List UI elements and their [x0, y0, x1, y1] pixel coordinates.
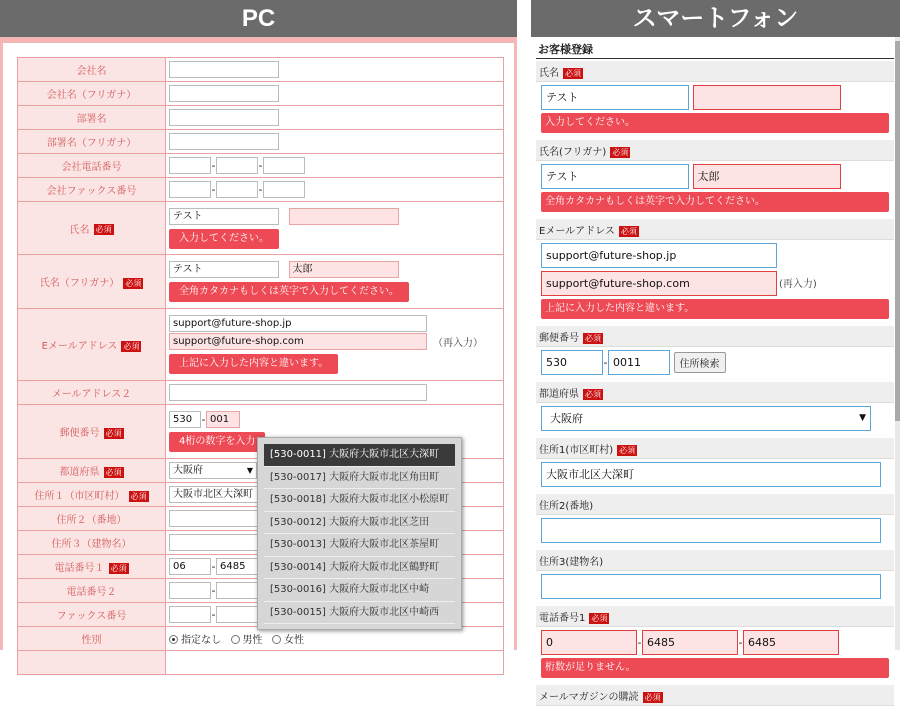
panel-divider: [517, 0, 531, 650]
sp-tel1-error: 桁数が足りません。: [541, 658, 889, 678]
row-email2: [18, 381, 504, 405]
smartphone-header: スマートフォン: [531, 0, 900, 37]
name-kana-error: 全角カタカナもしくは英字で入力してください。: [169, 282, 409, 302]
autocomplete-item[interactable]: [530-0012] 大阪府大阪市北区芝田: [264, 512, 455, 535]
tel1-label: 電話番号１: [54, 563, 105, 574]
row-extra: [18, 651, 504, 675]
sp-name-last-input[interactable]: テスト: [541, 85, 689, 110]
dept-kana-input[interactable]: [169, 133, 279, 150]
autocomplete-item[interactable]: [530-0014] 大阪府大阪市北区鶴野町: [264, 557, 455, 580]
sp-addr1-label-row: [536, 438, 894, 459]
address-search-button[interactable]: 住所検索: [674, 352, 726, 373]
sp-email-input[interactable]: support@future-shop.jp: [541, 243, 777, 268]
autocomplete-item[interactable]: [530-0018] 大阪府大阪市北区小松原町: [264, 489, 455, 512]
row-email: [18, 309, 504, 381]
fax-label: ファックス番号: [18, 603, 166, 627]
sp-addr1-label: 住所1(市区町村): [539, 445, 614, 456]
dash: -: [258, 183, 263, 196]
row-name-kana: [18, 255, 504, 309]
row-company-kana: [18, 82, 504, 106]
sp-zip-input-1[interactable]: 530: [541, 350, 603, 375]
sp-addr1-body: [536, 459, 894, 492]
sp-tel1-input-2[interactable]: 6485: [642, 630, 738, 655]
sp-pref-label-row: [536, 382, 894, 403]
required-badge: 必須: [620, 226, 637, 236]
name-label-cell: [18, 202, 166, 255]
sp-tel1-body: [536, 627, 894, 683]
company-tel-label: 会社電話番号: [18, 154, 166, 178]
name-label: 氏名: [69, 224, 90, 236]
sp-addr2-input[interactable]: [541, 518, 881, 543]
sp-email-confirm-input[interactable]: support@future-shop.com: [541, 271, 777, 296]
form-title: お客様登録: [536, 39, 894, 59]
addr1-label: 住所１（市区町村）: [34, 491, 125, 502]
sp-mailmag-label-row: [536, 685, 894, 706]
sp-email-body: [536, 240, 894, 324]
dash: -: [211, 159, 216, 172]
email-confirm-input[interactable]: support@future-shop.com: [169, 333, 427, 350]
required-badge: 必須: [619, 445, 636, 455]
tel1-label-cell: [18, 555, 166, 579]
name-kana-first-input[interactable]: 太郎: [289, 261, 399, 278]
sp-addr3-input[interactable]: [541, 574, 881, 599]
sp-name-body: [536, 82, 894, 138]
company-input[interactable]: [169, 61, 279, 78]
name-last-input[interactable]: テスト: [169, 208, 279, 225]
dash: -: [211, 560, 216, 573]
sp-name-label: 氏名: [539, 68, 559, 79]
required-badge: 必須: [130, 491, 147, 501]
row-company: [18, 58, 504, 82]
required-badge: 必須: [585, 333, 601, 343]
dash: -: [211, 608, 216, 621]
tel1-input-1[interactable]: 06: [169, 558, 211, 575]
sp-name-kana-error: 全角カタカナもしくは英字で入力してください。: [541, 192, 889, 212]
pref-label-cell: [18, 459, 166, 483]
email-error: 上記に入力した内容と違います。: [169, 354, 338, 374]
sp-zip-body: [536, 347, 894, 380]
sp-addr1-input[interactable]: 大阪市北区大深町: [541, 462, 881, 487]
sp-pref-body: [536, 403, 894, 436]
addr1-label-cell: [18, 483, 166, 507]
autocomplete-item[interactable]: [530-0015] 大阪府大阪市北区中崎西: [264, 602, 455, 625]
gender-radio-female[interactable]: [272, 631, 304, 646]
zip-label: 郵便番号: [59, 428, 100, 439]
sp-name-kana-label-row: [536, 140, 894, 161]
chevron-down-icon: ▼: [859, 413, 866, 423]
zip-input-1[interactable]: 530: [169, 411, 201, 428]
row-company-fax: [18, 178, 504, 202]
radio-checked-icon: [169, 635, 178, 644]
sp-zip-label: 郵便番号: [539, 333, 579, 344]
required-badge: 必須: [110, 563, 127, 573]
company-tel-input-1[interactable]: [169, 157, 211, 174]
row-gender: [18, 627, 504, 651]
sp-addr3-body: [536, 571, 894, 604]
email2-input[interactable]: [169, 384, 427, 401]
sp-zip-input-2[interactable]: 0011: [608, 350, 670, 375]
sp-addr3-label: 住所3(建物名): [536, 550, 894, 571]
sp-name-kana-body: [536, 161, 894, 217]
zip-autocomplete-dropdown: [257, 437, 462, 630]
scrollbar[interactable]: [895, 37, 900, 650]
tel2-label: 電話番号２: [18, 579, 166, 603]
radio-icon: [231, 635, 240, 644]
smartphone-form: [536, 39, 894, 706]
dash: -: [603, 356, 608, 369]
sp-mailmag-label: メールマガジンの購読: [539, 692, 639, 703]
sp-addr2-label: 住所2(番地): [536, 494, 894, 515]
name-first-input[interactable]: [289, 208, 399, 225]
sp-tel1-input-3[interactable]: 6485: [743, 630, 839, 655]
dept-input[interactable]: [169, 109, 279, 126]
gender-option-label: 指定なし: [181, 635, 221, 646]
company-fax-input-3[interactable]: [263, 181, 305, 198]
dash: -: [738, 636, 743, 649]
pc-panel: [0, 37, 517, 650]
dash: -: [637, 636, 642, 649]
autocomplete-item[interactable]: [530-0017] 大阪府大阪市北区角田町: [264, 467, 455, 490]
required-badge: 必須: [585, 389, 601, 399]
scrollbar-thumb[interactable]: [895, 41, 900, 421]
required-badge: 必須: [105, 467, 122, 477]
addr2-label: 住所２（番地）: [18, 507, 166, 531]
sp-name-label-row: [536, 61, 894, 82]
required-badge: 必須: [125, 278, 142, 288]
name-error: 入力してください。: [169, 229, 279, 249]
sp-addr2-body: [536, 515, 894, 548]
tel1-input-2[interactable]: 6485: [216, 558, 258, 575]
required-badge: 必須: [644, 692, 661, 702]
sp-email-error: 上記に入力した内容と違います。: [541, 299, 889, 319]
email-label-cell: [18, 309, 166, 381]
row-name: [18, 202, 504, 255]
gender-radio-male[interactable]: [231, 631, 263, 646]
tel2-input-1[interactable]: [169, 582, 211, 599]
addr1-input[interactable]: 大阪市北区大深町: [169, 486, 427, 503]
sp-name-kana-first-input[interactable]: 太郎: [693, 164, 841, 189]
company-fax-label: 会社ファックス番号: [18, 178, 166, 202]
addr3-label: 住所３（建物名）: [18, 531, 166, 555]
required-badge: 必須: [123, 341, 140, 351]
dash: -: [258, 159, 263, 172]
sp-tel1-label: 電話番号1: [539, 613, 586, 624]
required-badge: 必須: [105, 428, 122, 438]
company-tel-input-2[interactable]: [216, 157, 258, 174]
sp-email-confirm-note: (再入力): [779, 278, 817, 290]
required-badge: 必須: [612, 147, 629, 157]
sp-tel1-label-row: [536, 606, 894, 627]
sp-zip-label-row: [536, 326, 894, 347]
company-fax-input-1[interactable]: [169, 181, 211, 198]
pref-select[interactable]: [169, 462, 257, 479]
autocomplete-item[interactable]: [530-0013] 大阪府大阪市北区茶屋町: [264, 534, 455, 557]
smartphone-panel: [531, 37, 900, 703]
pref-label: 都道府県: [59, 467, 100, 478]
sp-name-kana-label: 氏名(フリガナ): [539, 147, 607, 158]
sp-name-error: 入力してください。: [541, 113, 889, 133]
company-fax-input-2[interactable]: [216, 181, 258, 198]
chevron-down-icon: ▼: [246, 466, 253, 475]
dept-kana-label: 部署名（フリガナ）: [18, 130, 166, 154]
dash: -: [201, 413, 206, 426]
fax-input-1[interactable]: [169, 606, 211, 623]
zip-input-2[interactable]: 001: [206, 411, 240, 428]
sp-name-kana-last-input[interactable]: テスト: [541, 164, 689, 189]
sp-tel1-input-1[interactable]: 0: [541, 630, 637, 655]
email-label: Eメールアドレス: [41, 341, 118, 352]
required-badge: 必須: [565, 68, 581, 78]
row-company-tel: [18, 154, 504, 178]
sp-email-label: Eメールアドレス: [539, 226, 615, 237]
name-kana-last-input[interactable]: テスト: [169, 261, 279, 278]
autocomplete-item[interactable]: [530-0016] 大阪府大阪市北区中崎: [264, 579, 455, 602]
company-kana-label: 会社名（フリガナ）: [18, 82, 166, 106]
required-badge: 必須: [591, 613, 608, 623]
gender-radio-unspecified[interactable]: [169, 631, 221, 646]
sp-name-first-input[interactable]: [693, 85, 841, 110]
gender-option-label: 女性: [284, 635, 304, 646]
gender-label: 性別: [18, 627, 166, 651]
name-kana-label-cell: [18, 255, 166, 309]
row-dept: [18, 106, 504, 130]
sp-email-label-row: [536, 219, 894, 240]
dash: -: [211, 183, 216, 196]
company-label: 会社名: [18, 58, 166, 82]
gender-option-label: 男性: [242, 635, 263, 646]
sp-pref-label: 都道府県: [539, 389, 579, 400]
company-kana-input[interactable]: [169, 85, 279, 102]
sp-pref-select[interactable]: [541, 406, 871, 431]
sp-pref-value: 大阪府: [550, 412, 583, 425]
fax-input-2[interactable]: [216, 606, 258, 623]
autocomplete-item[interactable]: [530-0011] 大阪府大阪市北区大深町: [264, 444, 455, 467]
dept-label: 部署名: [18, 106, 166, 130]
required-badge: 必須: [95, 225, 112, 234]
dash: -: [211, 584, 216, 597]
pref-select-value: 大阪府: [173, 465, 203, 476]
name-kana-label: 氏名（フリガナ）: [39, 278, 120, 289]
pc-header: PC: [0, 0, 517, 37]
email-input[interactable]: support@future-shop.jp: [169, 315, 427, 332]
row-dept-kana: [18, 130, 504, 154]
company-tel-input-3[interactable]: [263, 157, 305, 174]
email2-label: メールアドレス２: [18, 381, 166, 405]
zip-label-cell: [18, 405, 166, 459]
email-confirm-note: （再入力）: [433, 337, 483, 349]
extra-label: [18, 651, 166, 675]
radio-icon: [272, 635, 281, 644]
tel2-input-2[interactable]: [216, 582, 258, 599]
zip-error: 4桁の数字を入力: [169, 432, 265, 452]
